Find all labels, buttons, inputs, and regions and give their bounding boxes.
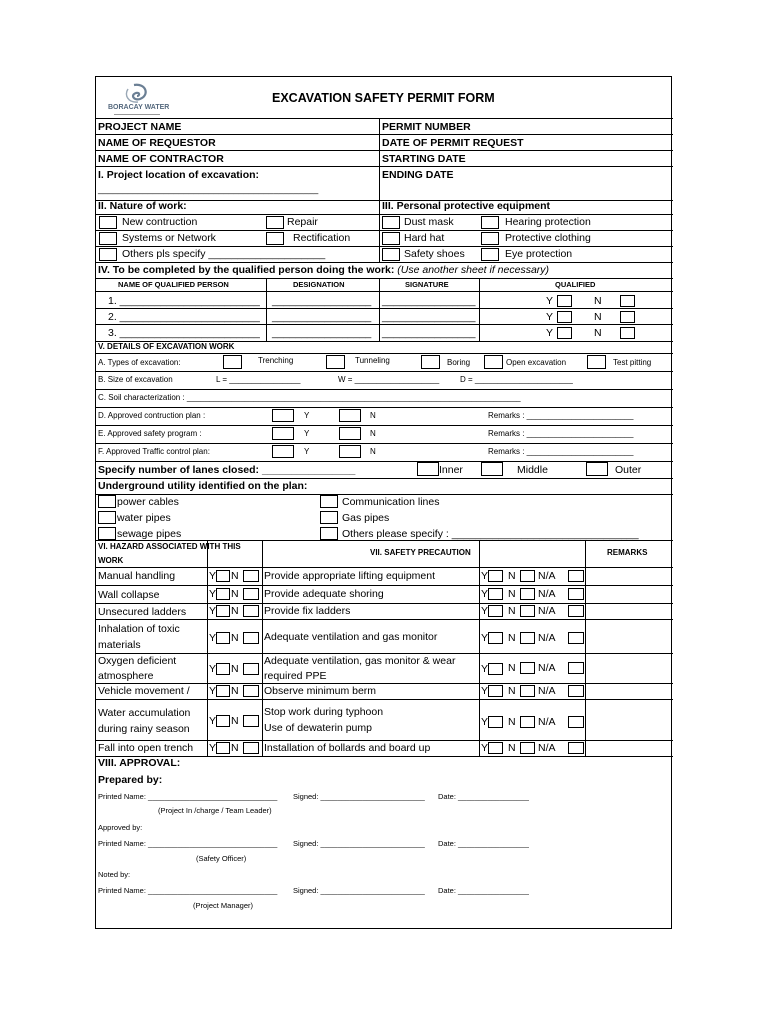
hard-hat-label: Hard hat	[404, 232, 445, 244]
noted-role: (Project Manager)	[193, 901, 254, 910]
approval-title: VIII. APPROVAL:	[98, 757, 181, 769]
qualified-row-2-n-label: N	[594, 311, 602, 323]
precaution-row-8-n-checkbox[interactable]	[520, 742, 535, 754]
hazard-row-4-n-label: N	[231, 632, 239, 644]
contractor-label: NAME OF CONTRACTOR	[98, 153, 224, 165]
qualified-row-1-signature[interactable]: ________________	[382, 295, 476, 307]
plan-remarks[interactable]: Remarks : ________________________	[488, 411, 634, 420]
new-construction-label: New contruction	[122, 216, 198, 228]
qualified-row-2-name[interactable]: 2. ________________________	[108, 311, 260, 323]
size-w-field[interactable]: W = ___________________	[338, 375, 440, 384]
communication-checkbox[interactable]	[320, 495, 338, 508]
logo-text: BORACAY WATER	[108, 104, 170, 111]
plan-n-checkbox[interactable]	[339, 409, 361, 422]
tunneling-label: Tunneling	[355, 356, 390, 365]
traffic-n-label: N	[370, 447, 376, 456]
precaution-row-6-n-checkbox[interactable]	[520, 685, 535, 697]
hazard-row-2-precaution: Provide adequate shoring	[264, 588, 384, 600]
hazard-row-6-n-label: N	[231, 685, 239, 697]
precaution-row-3-n-label: N	[508, 605, 516, 617]
size-d-field[interactable]: D = ______________________	[460, 375, 573, 384]
hazard-row-7-n-checkbox[interactable]	[243, 715, 259, 727]
hazard-title-line2: WORK	[98, 556, 124, 565]
tunneling-checkbox[interactable]	[326, 355, 345, 369]
prepared-printed-name[interactable]: Printed Name: _______________________________	[98, 792, 278, 801]
types-label: A. Types of excavation:	[98, 358, 181, 367]
program-y-label: Y	[304, 429, 310, 438]
hazard-title-line1: VI. HAZARD ASSOCIATED WITH THIS	[98, 542, 241, 551]
hazard-row-7-precaution: Stop work during typhoon	[264, 706, 384, 718]
precaution-row-8-n-label: N	[508, 742, 516, 754]
plan-y-label: Y	[304, 411, 310, 420]
hazard-row-5-hazard-line2: atmosphere	[98, 670, 154, 682]
precaution-row-5-n-label: N	[508, 662, 516, 674]
precaution-row-1-na-checkbox[interactable]	[568, 570, 584, 582]
safety-shoes-checkbox[interactable]	[382, 248, 400, 261]
eye-protection-checkbox[interactable]	[481, 248, 499, 261]
hazard-row-4-y-checkbox[interactable]	[216, 632, 230, 644]
permit-form	[95, 76, 672, 929]
precaution-row-4-na-checkbox[interactable]	[568, 632, 584, 644]
program-remarks[interactable]: Remarks : ________________________	[488, 429, 634, 438]
program-y-checkbox[interactable]	[272, 427, 294, 440]
form-title: EXCAVATION SAFETY PERMIT FORM	[272, 91, 495, 105]
precaution-row-3-na-label: N/A	[538, 605, 556, 617]
qualified-row-2-designation[interactable]: _________________	[272, 311, 372, 323]
hazard-row-3-n-checkbox[interactable]	[243, 605, 259, 617]
hearing-protection-checkbox[interactable]	[481, 216, 499, 229]
sewage-pipes-label: sewage pipes	[117, 528, 182, 540]
hazard-row-4-n-checkbox[interactable]	[243, 632, 259, 644]
remarks-title: REMARKS	[607, 548, 648, 557]
precaution-row-6-na-label: N/A	[538, 685, 556, 697]
hazard-row-2-y-checkbox[interactable]	[216, 588, 230, 600]
hazard-row-8-n-label: N	[231, 742, 239, 754]
hazard-row-1-n-checkbox[interactable]	[243, 570, 259, 582]
repair-checkbox[interactable]	[266, 216, 284, 229]
water-pipes-checkbox[interactable]	[98, 511, 116, 524]
qualified-row-2-y-label: Y	[546, 311, 554, 323]
dust-mask-checkbox[interactable]	[382, 216, 400, 229]
precaution-row-6-na-checkbox[interactable]	[568, 685, 584, 697]
prepared-signed[interactable]: Signed: _________________________	[293, 792, 425, 801]
hazard-row-2-n-checkbox[interactable]	[243, 588, 259, 600]
traffic-n-checkbox[interactable]	[339, 445, 361, 458]
trenching-label: Trenching	[258, 356, 294, 365]
precaution-row-5-y-checkbox[interactable]	[488, 663, 503, 675]
precaution-row-2-na-label: N/A	[538, 588, 556, 600]
rectification-label: Rectification	[293, 232, 351, 244]
trenching-checkbox[interactable]	[223, 355, 242, 369]
noted-printed-name[interactable]: Printed Name: _______________________________	[98, 886, 278, 895]
hazard-row-1-hazard: Manual handling	[98, 570, 176, 582]
prepared-role: (Project In /charge / Team Leader)	[158, 806, 272, 815]
precaution-row-7-y-checkbox[interactable]	[488, 716, 503, 728]
hazard-row-4-y-label: Y	[209, 632, 217, 644]
lanes-field[interactable]: Specify number of lanes closed: ________________	[98, 464, 356, 476]
hazard-row-8-hazard: Fall into open trench	[98, 742, 194, 754]
hazard-row-6-n-checkbox[interactable]	[243, 685, 259, 697]
power-cables-label: power cables	[117, 496, 179, 508]
approved-by-label: Approved by:	[98, 823, 143, 832]
ppe-title: III. Personal protective equipment	[382, 200, 551, 212]
program-n-label: N	[370, 429, 376, 438]
precaution-row-5-na-checkbox[interactable]	[568, 662, 584, 674]
location-label: I. Project location of excavation:	[98, 169, 260, 181]
precaution-row-4-na-label: N/A	[538, 632, 556, 644]
starting-date-label: STARTING DATE	[382, 153, 466, 165]
noted-signed[interactable]: Signed: _________________________	[293, 886, 425, 895]
communication-label: Communication lines	[342, 496, 440, 508]
inner-checkbox[interactable]	[417, 462, 439, 476]
precaution-row-3-n-checkbox[interactable]	[520, 605, 535, 617]
hazard-row-3-y-checkbox[interactable]	[216, 605, 230, 617]
qualified-row-1-y-label: Y	[546, 295, 554, 307]
hazard-row-8-n-checkbox[interactable]	[243, 742, 259, 754]
middle-checkbox[interactable]	[481, 462, 503, 476]
eye-protection-label: Eye protection	[505, 248, 573, 260]
precaution-row-1-n-checkbox[interactable]	[520, 570, 535, 582]
qualified-row-2-n-checkbox[interactable]	[620, 311, 635, 323]
precaution-row-2-na-checkbox[interactable]	[568, 588, 584, 600]
nature-title: II. Nature of work:	[98, 200, 187, 212]
precaution-row-8-na-checkbox[interactable]	[568, 742, 584, 754]
noted-date[interactable]: Date: _________________	[438, 886, 529, 895]
program-label: E. Approved safety program :	[98, 429, 202, 438]
precaution-row-7-na-checkbox[interactable]	[568, 716, 584, 728]
approved-role: (Safety Officer)	[196, 854, 247, 863]
precaution-row-2-y-label: Y	[481, 588, 489, 600]
hazard-row-7-hazard: Water accumulation	[98, 707, 191, 719]
precaution-row-4-n-label: N	[508, 632, 516, 644]
precaution-row-2-n-label: N	[508, 588, 516, 600]
prepared-date[interactable]: Date: _________________	[438, 792, 529, 801]
hazard-row-5-n-checkbox[interactable]	[243, 663, 259, 675]
water-pipes-label: water pipes	[117, 512, 171, 524]
precaution-row-1-n-label: N	[508, 570, 516, 582]
precaution-row-6-n-label: N	[508, 685, 516, 697]
precaution-row-8-y-checkbox[interactable]	[488, 742, 503, 754]
col-designation-header: DESIGNATION	[293, 280, 345, 289]
hazard-row-7-y-checkbox[interactable]	[216, 715, 230, 727]
prepared-by-label	[98, 775, 162, 786]
approved-date[interactable]: Date: _________________	[438, 839, 529, 848]
precaution-row-3-na-checkbox[interactable]	[568, 605, 584, 617]
rectification-checkbox[interactable]	[266, 232, 284, 245]
precaution-row-4-n-checkbox[interactable]	[520, 632, 535, 644]
inner-label: Inner	[439, 464, 463, 476]
repair-label: Repair	[287, 216, 318, 228]
systems-checkbox[interactable]	[99, 232, 117, 245]
precaution-row-7-na-label: N/A	[538, 716, 556, 728]
precaution-row-5-y-label: Y	[481, 663, 489, 675]
gas-pipes-checkbox[interactable]	[320, 511, 338, 524]
precaution-row-1-y-label: Y	[481, 570, 489, 582]
middle-label: Middle	[517, 464, 548, 476]
hazard-row-7-y-label: Y	[209, 715, 217, 727]
ending-date-label: ENDING DATE	[382, 169, 454, 181]
power-cables-checkbox[interactable]	[98, 495, 116, 508]
utility-title: Underground utility identified on the plan:	[98, 480, 308, 492]
qualified-row-1-y-checkbox[interactable]	[557, 295, 572, 307]
hazard-row-5-precaution-line2: required PPE	[264, 670, 327, 682]
dust-mask-label: Dust mask	[404, 216, 454, 228]
hazard-row-6-hazard: Vehicle movement /	[98, 685, 190, 697]
traffic-remarks[interactable]: Remarks : ________________________	[488, 447, 634, 456]
precaution-row-7-n-checkbox[interactable]	[520, 716, 535, 728]
prepared-by-text: Prepared by:	[98, 774, 163, 786]
qualified-row-3-y-label: Y	[546, 327, 554, 339]
precaution-row-4-y-checkbox[interactable]	[488, 632, 503, 644]
hazard-row-3-n-label: N	[231, 605, 239, 617]
requestor-label: NAME OF REQUESTOR	[98, 137, 216, 149]
precaution-row-6-y-checkbox[interactable]	[488, 685, 503, 697]
hazard-row-1-y-checkbox[interactable]	[216, 570, 230, 582]
hazard-row-1-y-label: Y	[209, 570, 217, 582]
hazard-row-6-precaution: Observe minimum berm	[264, 685, 377, 697]
hazard-row-5-n-label: N	[231, 663, 239, 675]
precaution-row-2-y-checkbox[interactable]	[488, 588, 503, 600]
precaution-row-8-y-label: Y	[481, 742, 489, 754]
new-construction-checkbox[interactable]	[99, 216, 117, 229]
program-n-checkbox[interactable]	[339, 427, 361, 440]
sewage-pipes-checkbox[interactable]	[98, 527, 116, 540]
precaution-row-1-na-label: N/A	[538, 570, 556, 582]
precaution-row-3-y-label: Y	[481, 605, 489, 617]
traffic-y-label: Y	[304, 447, 310, 456]
test-pitting-label: Test pitting	[613, 358, 652, 367]
precaution-row-3-y-checkbox[interactable]	[488, 605, 503, 617]
hard-hat-checkbox[interactable]	[382, 232, 400, 245]
boracay-water-logo	[106, 81, 170, 117]
hazard-row-3-y-label: Y	[209, 605, 217, 617]
qualified-row-1-n-label: N	[594, 295, 602, 307]
hazard-row-2-n-label: N	[231, 588, 239, 600]
qualified-row-3-designation[interactable]: _________________	[272, 327, 372, 339]
qualified-row-3-name[interactable]: 3. ________________________	[108, 327, 260, 339]
qualified-row-3-n-checkbox[interactable]	[620, 327, 635, 339]
qualified-row-3-signature[interactable]: ________________	[382, 327, 476, 339]
size-l-field[interactable]: L = ________________	[216, 375, 301, 384]
qualified-section	[98, 265, 549, 276]
precaution-row-7-y-label: Y	[481, 716, 489, 728]
qualified-title: IV. To be completed by the qualified person doing the work:	[98, 264, 395, 276]
col-name-header: NAME OF QUALIFIED PERSON	[118, 280, 229, 289]
qualified-row-2-y-checkbox[interactable]	[557, 311, 572, 323]
precaution-row-7-n-label: N	[508, 716, 516, 728]
traffic-y-checkbox[interactable]	[272, 445, 294, 458]
qualified-row-1-n-checkbox[interactable]	[620, 295, 635, 307]
other-utility-field[interactable]: Others please specify : ________________________________	[342, 528, 639, 540]
hazard-row-8-y-checkbox[interactable]	[216, 742, 230, 754]
soil-field[interactable]: C. Soil characterization : ___________________________________________________________________________	[98, 393, 521, 402]
hazard-row-5-y-label: Y	[209, 663, 217, 675]
hazard-row-8-y-label: Y	[209, 742, 217, 754]
open-excavation-label: Open excavation	[506, 358, 567, 367]
precaution-row-2-n-checkbox[interactable]	[520, 588, 535, 600]
details-title: V. DETAILS OF EXCAVATION WORK	[98, 342, 235, 351]
test-pitting-checkbox[interactable]	[587, 355, 606, 369]
qualified-row-1-designation[interactable]: _________________	[272, 295, 372, 307]
open-excavation-checkbox[interactable]	[484, 355, 503, 369]
hearing-protection-label: Hearing protection	[505, 216, 591, 228]
qualified-note: (Use another sheet if necessary)	[397, 264, 550, 276]
precaution-row-5-n-checkbox[interactable]	[520, 662, 535, 674]
precaution-row-8-na-label: N/A	[538, 742, 556, 754]
protective-clothing-label: Protective clothing	[505, 232, 591, 244]
hazard-row-4-precaution: Adequate ventilation and gas monitor	[264, 631, 438, 643]
hazard-row-5-precaution: Adequate ventilation, gas monitor & wear	[264, 655, 456, 667]
qualified-row-3-n-label: N	[594, 327, 602, 339]
hazard-row-3-precaution: Provide fix ladders	[264, 605, 351, 617]
col-signature-header: SIGNATURE	[405, 280, 449, 289]
boring-label: Boring	[447, 358, 471, 367]
protective-clothing-checkbox[interactable]	[481, 232, 499, 245]
traffic-label: F. Approved Traffic control plan:	[98, 447, 210, 456]
boring-checkbox[interactable]	[421, 355, 440, 369]
precaution-title: VII. SAFETY PRECAUTION	[370, 548, 471, 557]
others-label[interactable]: Others pls specify ____________________	[122, 248, 326, 260]
safety-shoes-label: Safety shoes	[404, 248, 465, 260]
hazard-row-5-hazard: Oxygen deficient	[98, 655, 177, 667]
hazard-row-2-y-label: Y	[209, 588, 217, 600]
hazard-row-4-hazard-line2: materials	[98, 639, 141, 651]
precaution-row-4-y-label: Y	[481, 632, 489, 644]
approved-signed[interactable]: Signed: _________________________	[293, 839, 425, 848]
precaution-row-5-na-label: N/A	[538, 662, 556, 674]
hazard-row-7-n-label: N	[231, 715, 239, 727]
other-utility-checkbox[interactable]	[320, 527, 338, 540]
hazard-row-5-y-checkbox[interactable]	[216, 663, 230, 675]
gas-pipes-label: Gas pipes	[342, 512, 390, 524]
date-request-label: DATE OF PERMIT REQUEST	[382, 137, 524, 149]
hazard-row-3-hazard: Unsecured ladders	[98, 606, 187, 618]
noted-by-label: Noted by:	[98, 870, 131, 879]
hazard-row-7-hazard-line2: during rainy season	[98, 723, 190, 735]
col-qualified-header: QUALIFIED	[555, 280, 596, 289]
qualified-row-3-y-checkbox[interactable]	[557, 327, 572, 339]
hazard-row-1-precaution: Provide appropriate lifting equipment	[264, 570, 436, 582]
qualified-row-1-name[interactable]: 1. ________________________	[108, 295, 260, 307]
hazard-row-6-y-label: Y	[209, 685, 217, 697]
project-name-label: PROJECT NAME	[98, 121, 182, 133]
outer-checkbox[interactable]	[586, 462, 608, 476]
systems-label: Systems or Network	[122, 232, 216, 244]
hazard-row-7-precaution-line2: Use of dewaterin pump	[264, 722, 372, 734]
precaution-row-6-y-label: Y	[481, 685, 489, 697]
hazard-row-4-hazard: Inhalation of toxic	[98, 623, 180, 635]
qualified-row-2-signature[interactable]: ________________	[382, 311, 476, 323]
permit-number-label: PERMIT NUMBER	[382, 121, 471, 133]
plan-y-checkbox[interactable]	[272, 409, 294, 422]
hazard-row-6-y-checkbox[interactable]	[216, 685, 230, 697]
others-checkbox[interactable]	[99, 248, 117, 261]
outer-label: Outer	[615, 464, 642, 476]
hazard-row-8-precaution: Installation of bollards and board up	[264, 742, 431, 754]
plan-label: D. Approved contruction plan :	[98, 411, 206, 420]
approved-printed-name[interactable]: Printed Name: _______________________________	[98, 839, 278, 848]
hazard-row-1-n-label: N	[231, 570, 239, 582]
location-line[interactable]: ____________________________________________	[98, 184, 319, 194]
hazard-row-2-hazard: Wall collapse	[98, 589, 160, 601]
plan-n-label: N	[370, 411, 376, 420]
precaution-row-1-y-checkbox[interactable]	[488, 570, 503, 582]
size-label: B. Size of excavation	[98, 375, 173, 384]
